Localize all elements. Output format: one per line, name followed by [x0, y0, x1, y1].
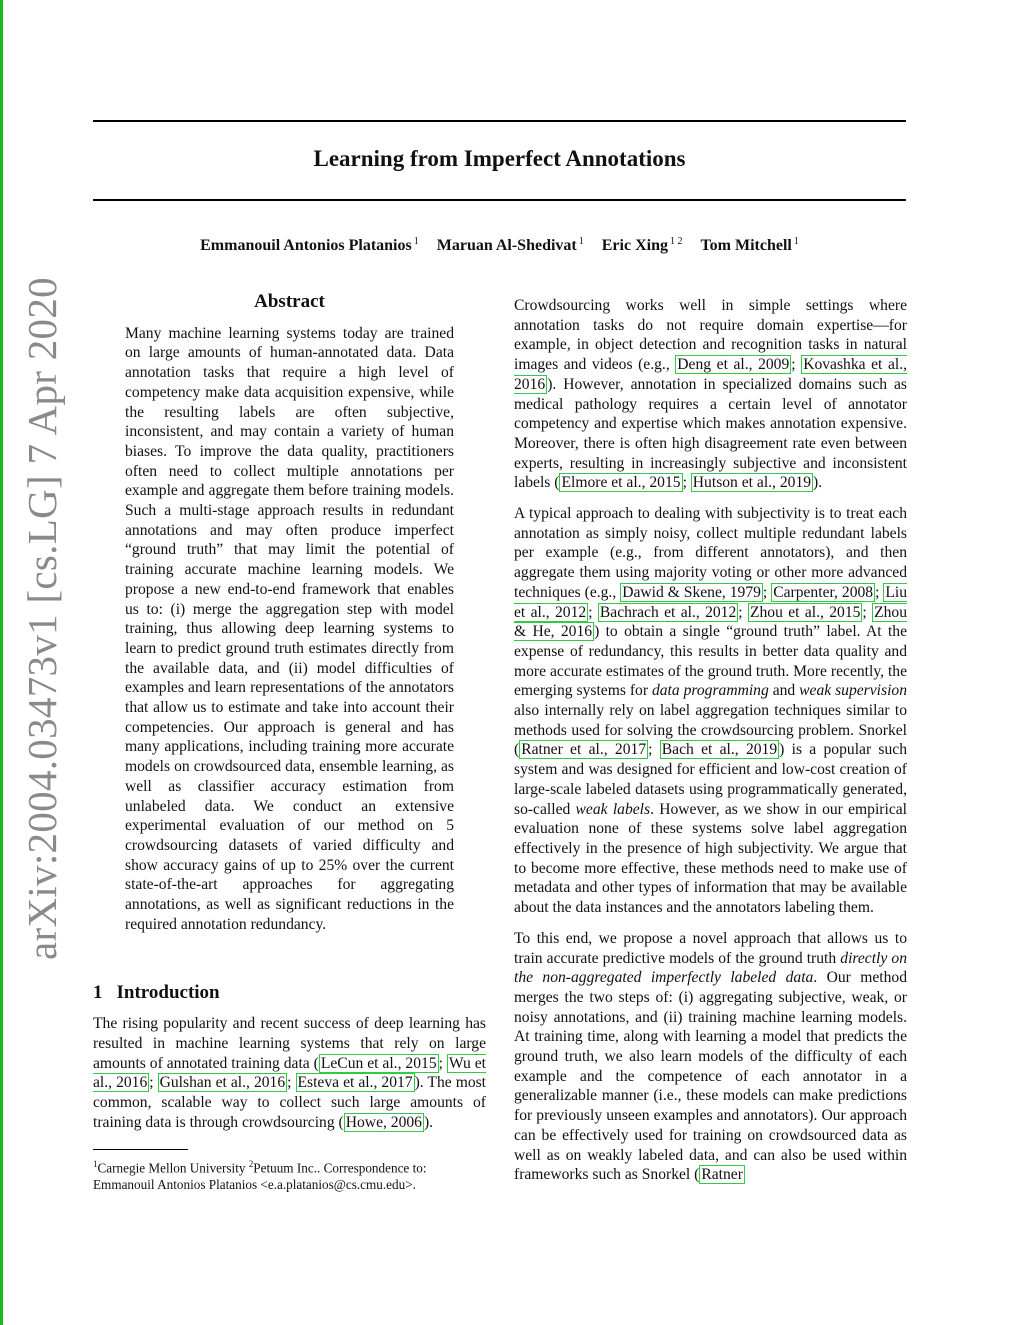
- abstract-text: Many machine learning systems today are trained on large amounts of human-annotated data. Data annotation tasks that require a high level of competency make data acquisition expensive, while the resulting labels are often subjective, inconsistent, and may contain a variety of human biases. To improve the data quality, practitioners often need to collect multiple annotations per example and aggregate them before training models. Such a multi-stage approach results in redundant annotations and may often produce imperfect “ground truth” that may limit the potential of training accurate machine learning models. We propose a new end-to-end framework that enables us to: (i) merge the aggregation step with model training, thus allowing deep learning systems to learn to predict ground truth estimates directly from the available data, and (ii) model difficulties of examples and learn representations of the annotators that allow us to estimate and take into account their competencies. Our approach is general and has many applications, including training more accurate models on crowdsourced data, ensemble learning, as well as classifier accuracy estimation from unlabeled data. We conduct an extensive experimental evaluation of our method on 5 crowdsourcing datasets of varied difficulty and show accuracy gains of up to 25% over the current state-of-the-art approaches for aggregating annotations, as well as significant reductions in the required annotation redundancy.: [125, 324, 454, 933]
- author-name: Eric Xing: [601, 237, 668, 254]
- emphasis: data programming: [651, 682, 769, 700]
- text-run: and: [768, 682, 800, 700]
- author-affiliation: 1 2: [669, 236, 683, 247]
- text-run: also internally rely on label aggregation techniques similar to methods used for solving the crowdsourcing problem. Snorkel (: [514, 702, 907, 759]
- abstract-heading: Abstract: [254, 291, 325, 312]
- citation-link[interactable]: Bach et al., 2019: [661, 741, 778, 759]
- citation-link[interactable]: Wu et al., 2016: [93, 1054, 486, 1092]
- text-run: The rising popularity and recent success of deep learning has resulted in machine learning systems that rely on large amounts of annotated training data (: [93, 1015, 486, 1072]
- author-affiliation: 1: [793, 236, 799, 247]
- citation-link[interactable]: Gulshan et al., 2016: [159, 1074, 286, 1092]
- text-run: ;: [149, 1074, 158, 1092]
- arxiv-stamp: arXiv:2004.03473v1 [cs.LG] 7 Apr 2020: [19, 277, 65, 960]
- text-run: ;: [648, 741, 660, 759]
- author-affiliation: 1: [578, 236, 584, 247]
- footnote-mark: 1: [93, 1159, 98, 1170]
- body-paragraph-1: [514, 296, 907, 493]
- text-run: ). The most common, scalable way to collect such large amounts of training data is through crowdsourcing (: [93, 1074, 487, 1131]
- author: [200, 237, 419, 254]
- text-run: ) to obtain a single “ground truth” label. At the expense of redundancy, this results in better data quality and more accurate estimates of the ground truth. More recently, the emerging systems for: [514, 623, 908, 700]
- citation-link[interactable]: Deng et al., 2009: [677, 356, 790, 374]
- text-run: ). However, annotation in specialized domains such as medical pathology requires a certain level of annotator competency and expertise which makes annotation expensive. Moreover, there is often high disagreement rate even between experts, resulting in increasingly subjective and inconsistent labels (: [514, 375, 907, 492]
- citation-link[interactable]: Carpenter, 2008: [773, 583, 874, 601]
- body-paragraph-3: [514, 929, 907, 1185]
- footnote: [93, 1156, 486, 1193]
- section-number: 1: [93, 981, 103, 1003]
- text-run: ;: [762, 583, 772, 601]
- intro-paragraph: [93, 1014, 486, 1132]
- footnote-rule: [93, 1149, 188, 1150]
- title-rule-top: [93, 120, 906, 122]
- author-name: Maruan Al-Shedivat: [436, 237, 577, 254]
- text-run: Petuum Inc.. Correspondence to: Emmanouil Antonios Platanios <e.a.platanios@cs.cmu.edu>.: [93, 1160, 427, 1193]
- author: [700, 237, 798, 254]
- citation-link[interactable]: Bachrach et al., 2012: [599, 603, 737, 621]
- title-rule-bottom: [93, 199, 906, 201]
- citation-link[interactable]: Hutson et al., 2019: [692, 474, 812, 492]
- text-run: . However, as we show in our empirical evaluation none of these systems solve label aggregation effectively in the presence of high subjectivity. We argue that to become more effective, these methods need to make use of metadata and other types of information that may be available about the data instances and the annotators labeling them.: [514, 800, 908, 917]
- author-name: Tom Mitchell: [700, 237, 792, 254]
- section-title: Introduction: [116, 981, 220, 1003]
- text-run: ;: [682, 474, 691, 492]
- text-run: ;: [287, 1074, 296, 1092]
- author: [602, 237, 683, 254]
- text-run: A typical approach to dealing with subjectivity is to treat each annotation as simply noisy, collect multiple redundant labels per example (e.g., from different annotators), and then aggregate them using majority voting or other more advanced techniques (e.g.,: [514, 505, 907, 601]
- page-edge-bar: [0, 0, 3, 1325]
- footnote-mark: 2: [248, 1159, 254, 1170]
- text-run: To this end, we propose a novel approach that allows us to train accurate predictive models of the ground truth: [514, 929, 907, 967]
- emphasis: weak supervision: [799, 682, 907, 700]
- author-name: Emmanouil Antonios Platanios: [200, 237, 412, 254]
- citation-link[interactable]: Howe, 2006: [345, 1113, 422, 1131]
- text-run: ;: [791, 356, 802, 374]
- text-run: ;: [875, 583, 884, 601]
- author-list: [93, 236, 906, 255]
- paper-title: Learning from Imperfect Annotations: [313, 146, 686, 171]
- text-run: . Our method merges the two steps of: (i) aggregating subjective, weak, or noisy annotations, and (ii) training machine learning models. At training time, along with learning a model that predicts the ground truth, we also learn models of the difficulty of each example and the competence of each annotator in a generalizable manner (i.e., these models can make predictions for previously unseen examples and annotators). Our approach can be effectively used for training on crowdsourced data as well as on weakly labeled data, and can also be used within frameworks such as Snorkel (: [514, 969, 907, 1184]
- author-affiliation: 1: [413, 236, 419, 247]
- citation-link[interactable]: Elmore et al., 2015: [561, 474, 681, 492]
- text-run: ) is a popular such system and was designed for efficient and low-cost creation of large-scale labeled datasets using programmatically generated, so-called: [514, 741, 908, 818]
- citation-link[interactable]: Esteva et al., 2017: [297, 1074, 413, 1092]
- citation-link[interactable]: LeCun et al., 2015: [320, 1054, 437, 1072]
- text-run: Crowdsourcing works well in simple settings where annotation tasks do not require domain expertise—for example, in object detection and recognition tasks in natural images and videos (e.g.,: [514, 297, 907, 374]
- text-run: ).: [423, 1113, 434, 1131]
- citation-link[interactable]: Ratner: [701, 1166, 743, 1184]
- right-column: [514, 296, 907, 1196]
- citation-link[interactable]: Zhou et al., 2015: [749, 603, 861, 621]
- text-run: ;: [588, 603, 598, 621]
- section-heading-introduction: [93, 983, 486, 1003]
- citation-link[interactable]: Kovashka et al., 2016: [514, 356, 907, 393]
- citation-link[interactable]: Ratner et al., 2017: [521, 741, 647, 759]
- text-run: ).: [813, 474, 823, 492]
- body-paragraph-2: [514, 504, 907, 918]
- text-run: ;: [738, 603, 748, 621]
- text-run: ;: [862, 603, 873, 621]
- author: [437, 237, 584, 254]
- emphasis: weak labels: [575, 800, 651, 818]
- citation-link[interactable]: Zhou & He, 2016: [514, 603, 908, 641]
- text-run: Carnegie Mellon University: [97, 1160, 249, 1176]
- emphasis: directly on the non-aggregated imperfectly labeled data: [514, 949, 907, 987]
- citation-link[interactable]: Liu et al., 2012: [514, 583, 908, 621]
- text-run: ;: [438, 1054, 447, 1072]
- citation-link[interactable]: Dawid & Skene, 1979: [622, 583, 761, 601]
- left-column: [93, 292, 486, 1194]
